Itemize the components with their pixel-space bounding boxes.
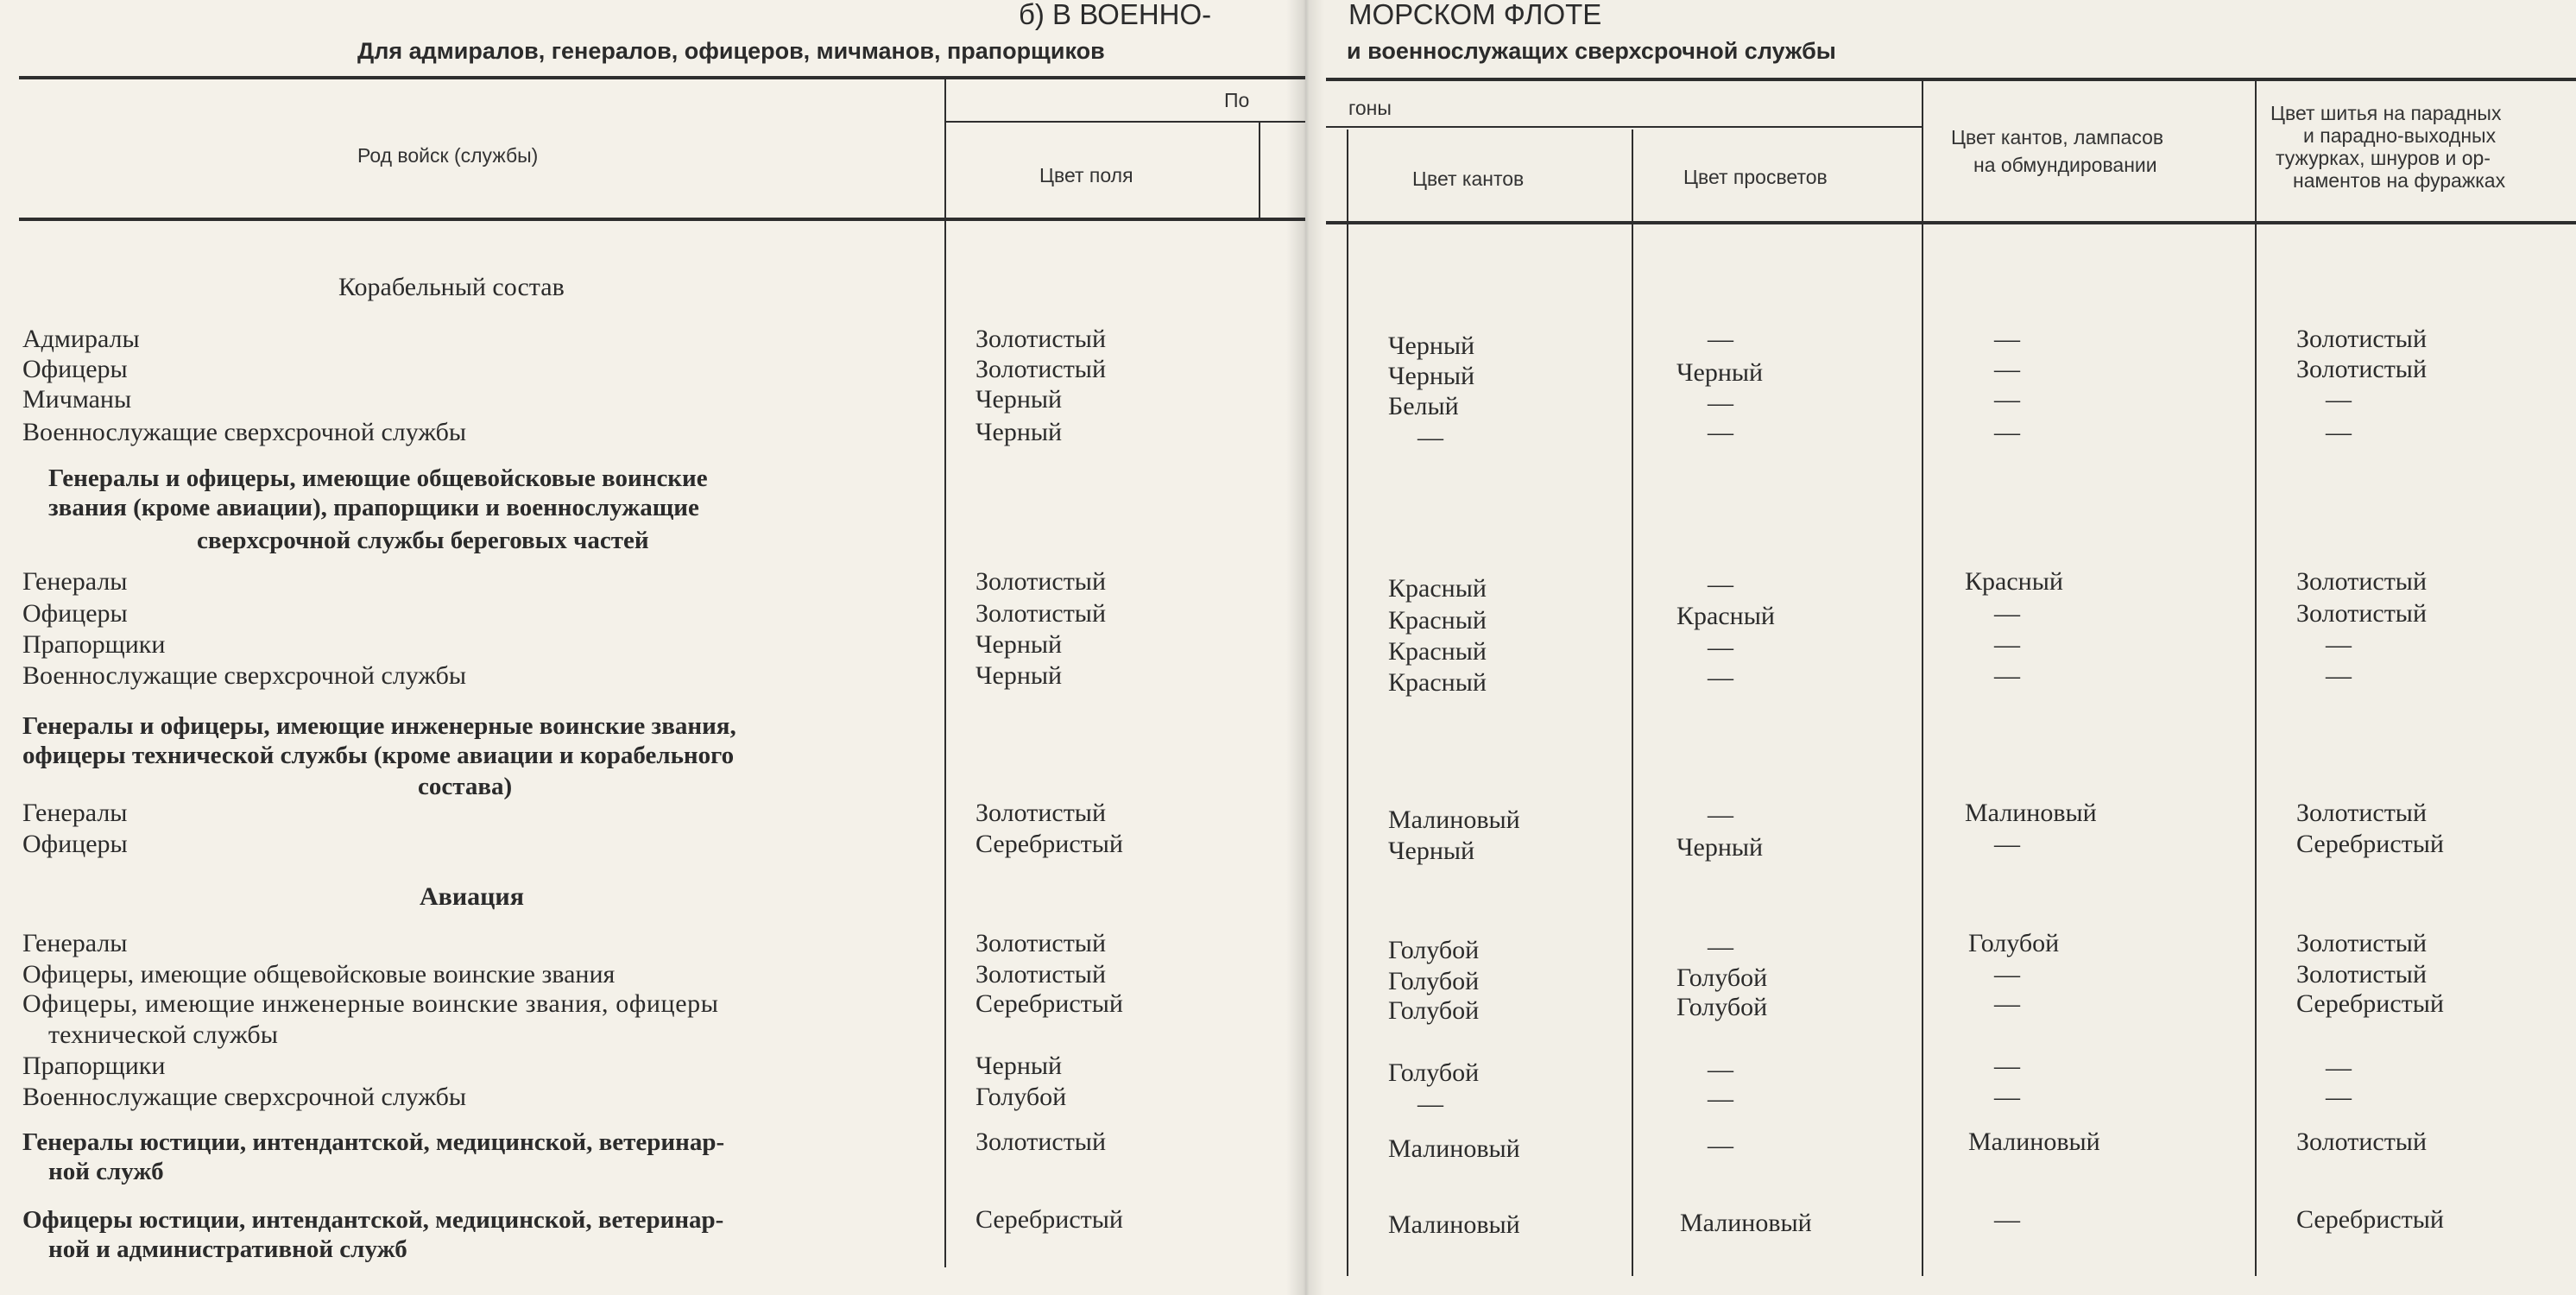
header-embroidery-3: тужурках, шнуров и ор- xyxy=(2276,147,2491,169)
row-name: Военнослужащие сверхсрочной службы xyxy=(22,418,467,446)
header-bottom-rule-left xyxy=(19,218,1305,221)
cell-field: Золотистый xyxy=(975,799,1107,827)
right-page xyxy=(1305,0,2576,1295)
header-branch: Род войск (службы) xyxy=(357,144,539,167)
book-gutter xyxy=(1286,0,1324,1295)
cell-field: Черный xyxy=(975,385,1063,414)
cell-piping: — xyxy=(1417,423,1443,452)
cell-piping: Красный xyxy=(1388,606,1487,635)
cell-piping: Красный xyxy=(1388,637,1487,666)
cell-piping: Черный xyxy=(1388,332,1475,360)
cell-uniform: — xyxy=(1994,418,2020,446)
cell-embroidery: Золотистый xyxy=(2296,960,2428,989)
cell-piping: Голубой xyxy=(1388,996,1480,1025)
cell-embroidery: Золотистый xyxy=(2296,355,2428,383)
cell-embroidery: Золотистый xyxy=(2296,567,2428,596)
row-name: Прапорщики xyxy=(22,630,166,659)
cell-stripes: — xyxy=(1708,388,1733,417)
cell-field: Голубой xyxy=(975,1083,1067,1111)
section-coastal-line3: сверхсрочной службы береговых частей xyxy=(197,527,649,554)
col-rule-uniform xyxy=(1922,81,1923,1276)
cell-piping: — xyxy=(1417,1090,1443,1118)
header-uniform-piping-1: Цвет кантов, лампасов xyxy=(1951,126,2164,148)
cell-field: Золотистый xyxy=(975,355,1107,383)
cell-field: Золотистый xyxy=(975,599,1107,628)
cell-stripes: — xyxy=(1708,633,1733,661)
cell-stripes: — xyxy=(1708,800,1733,829)
cell-stripes: — xyxy=(1708,418,1733,446)
row-name: Офицеры xyxy=(22,599,128,628)
cell-embroidery: Серебристый xyxy=(2296,1205,2444,1234)
cell-stripes: — xyxy=(1708,1055,1733,1083)
cell-piping: Черный xyxy=(1388,362,1475,390)
cell-field: Серебристый xyxy=(975,830,1123,858)
cell-field: Черный xyxy=(975,1052,1063,1080)
section-eng-line3: состава) xyxy=(418,773,513,800)
pogony-subrule-right xyxy=(1326,126,1922,128)
cell-piping: Черный xyxy=(1388,837,1475,865)
cell-uniform: — xyxy=(1994,960,2020,989)
cell-embroidery: Серебристый xyxy=(2296,989,2444,1018)
cell-stripes: Малиновый xyxy=(1680,1209,1812,1237)
cell-piping: Красный xyxy=(1388,574,1487,603)
row-name: Генералы xyxy=(22,799,128,827)
cell-uniform: — xyxy=(1994,1083,2020,1111)
header-embroidery-2: и парадно-выходных xyxy=(2303,124,2497,147)
row-name-line2: ной служб xyxy=(48,1158,164,1185)
cell-embroidery: — xyxy=(2326,385,2352,414)
cell-embroidery: — xyxy=(2326,630,2352,659)
section-coastal-line2: звания (кроме авиации), прапорщики и военнослужащие xyxy=(48,494,699,521)
header-field-color: Цвет поля xyxy=(1039,164,1133,186)
row-name-line1: Офицеры юстиции, интендантской, медицинской, ветеринар- xyxy=(22,1206,724,1234)
header-pogony-right: гоны xyxy=(1348,97,1392,119)
row-name: Военнослужащие сверхсрочной службы xyxy=(22,1083,467,1111)
row-name: Офицеры, имеющие общевойсковые воинские звания xyxy=(22,960,616,989)
cell-stripes: Красный xyxy=(1676,602,1775,630)
cell-uniform: — xyxy=(1994,355,2020,383)
cell-field: Золотистый xyxy=(975,960,1107,989)
cell-uniform: — xyxy=(1994,1205,2020,1234)
cell-uniform: Малиновый xyxy=(1968,1128,2100,1156)
cell-uniform: — xyxy=(1994,325,2020,353)
title-left-part: б) В ВОЕННО- xyxy=(1019,0,1212,30)
row-name-line2: ной и административной служб xyxy=(48,1235,407,1263)
cell-uniform: — xyxy=(1994,630,2020,659)
cell-field: Золотистый xyxy=(975,1128,1107,1156)
table-top-rule-left xyxy=(19,76,1305,79)
col-rule-field-right xyxy=(1259,123,1260,218)
cell-uniform: — xyxy=(1994,830,2020,858)
section-eng-line2: офицеры технической службы (кроме авиации и корабельного xyxy=(22,742,735,769)
col-rule-stripes xyxy=(1632,130,1633,1276)
cell-stripes: Голубой xyxy=(1676,993,1768,1021)
cell-field: Золотистый xyxy=(975,325,1107,353)
cell-stripes: — xyxy=(1708,1084,1733,1113)
header-stripe-color: Цвет просветов xyxy=(1683,166,1828,188)
subtitle-left: Для адмиралов, генералов, офицеров, мичманов, прапорщиков xyxy=(357,38,1105,64)
cell-piping: Малиновый xyxy=(1388,1210,1520,1239)
cell-piping: Голубой xyxy=(1388,967,1480,995)
cell-uniform: — xyxy=(1994,1052,2020,1080)
cell-field: Черный xyxy=(975,661,1063,690)
cell-embroidery: Серебристый xyxy=(2296,830,2444,858)
title-right-part: МОРСКОМ ФЛОТЕ xyxy=(1348,0,1602,30)
cell-field: Серебристый xyxy=(975,989,1123,1018)
cell-piping: Белый xyxy=(1388,392,1459,420)
cell-piping: Красный xyxy=(1388,668,1487,697)
cell-uniform: — xyxy=(1994,385,2020,414)
cell-piping: Голубой xyxy=(1388,936,1480,964)
cell-stripes: — xyxy=(1708,325,1733,353)
cell-piping: Малиновый xyxy=(1388,1134,1520,1163)
cell-uniform: Голубой xyxy=(1968,929,2060,957)
table-top-rule-right xyxy=(1326,78,2576,81)
col-rule-field xyxy=(944,79,946,1267)
cell-embroidery: — xyxy=(2326,1053,2352,1082)
cell-stripes: Черный xyxy=(1676,358,1764,387)
cell-embroidery: — xyxy=(2326,418,2352,446)
row-name: Офицеры xyxy=(22,355,128,383)
cell-embroidery: — xyxy=(2326,661,2352,690)
cell-field: Золотистый xyxy=(975,929,1107,957)
cell-field: Серебристый xyxy=(975,1205,1123,1234)
row-name: Генералы xyxy=(22,929,128,957)
cell-stripes: — xyxy=(1708,1131,1733,1159)
col-rule-embroidery xyxy=(2255,81,2257,1276)
header-embroidery-4: наментов на фуражках xyxy=(2293,169,2506,192)
cell-piping: Малиновый xyxy=(1388,805,1520,834)
row-name: Адмиралы xyxy=(22,325,140,353)
header-uniform-piping-2: на обмундировании xyxy=(1973,154,2157,176)
header-pogony-left: По xyxy=(1224,89,1250,111)
row-name-line1: Генералы юстиции, интендантской, медицинской, ветеринар- xyxy=(22,1128,725,1156)
row-name: Военнослужащие сверхсрочной службы xyxy=(22,661,467,690)
subtitle-right: и военнослужащих сверхсрочной службы xyxy=(1347,38,1836,64)
cell-stripes: Голубой xyxy=(1676,963,1768,992)
cell-stripes: Черный xyxy=(1676,833,1764,862)
header-bottom-rule-right xyxy=(1326,221,2576,224)
cell-embroidery: Золотистый xyxy=(2296,799,2428,827)
cell-field: Черный xyxy=(975,630,1063,659)
cell-uniform: Малиновый xyxy=(1965,799,2097,827)
header-piping-color: Цвет кантов xyxy=(1412,167,1525,190)
section-ship: Корабельный состав xyxy=(338,273,565,301)
section-aviation: Авиация xyxy=(420,882,524,911)
pogony-subrule-left xyxy=(946,121,1305,123)
row-name: Генералы xyxy=(22,567,128,596)
cell-uniform: — xyxy=(1994,661,2020,690)
cell-stripes: — xyxy=(1708,932,1733,961)
row-name: Прапорщики xyxy=(22,1052,166,1080)
section-eng-line1: Генералы и офицеры, имеющие инженерные воинские звания, xyxy=(22,712,736,740)
cell-stripes: — xyxy=(1708,663,1733,692)
col-rule-piping xyxy=(1347,130,1348,1276)
header-embroidery-1: Цвет шитья на парадных xyxy=(2270,102,2502,124)
cell-field: Золотистый xyxy=(975,567,1107,596)
cell-embroidery: Золотистый xyxy=(2296,1128,2428,1156)
cell-uniform: — xyxy=(1994,599,2020,628)
cell-embroidery: Золотистый xyxy=(2296,599,2428,628)
cell-embroidery: — xyxy=(2326,1083,2352,1111)
row-name: Офицеры xyxy=(22,830,128,858)
cell-stripes: — xyxy=(1708,570,1733,598)
cell-uniform: — xyxy=(1994,989,2020,1018)
row-name-line1: Офицеры, имеющие инженерные воинские звания, офицеры xyxy=(22,989,719,1018)
cell-field: Черный xyxy=(975,418,1063,446)
cell-uniform: Красный xyxy=(1965,567,2063,596)
row-name: Мичманы xyxy=(22,385,132,414)
cell-piping: Голубой xyxy=(1388,1058,1480,1087)
cell-embroidery: Золотистый xyxy=(2296,325,2428,353)
row-name-line2: технической службы xyxy=(48,1020,278,1049)
cell-embroidery: Золотистый xyxy=(2296,929,2428,957)
section-coastal-line1: Генералы и офицеры, имеющие общевойсковые воинские xyxy=(48,464,708,492)
